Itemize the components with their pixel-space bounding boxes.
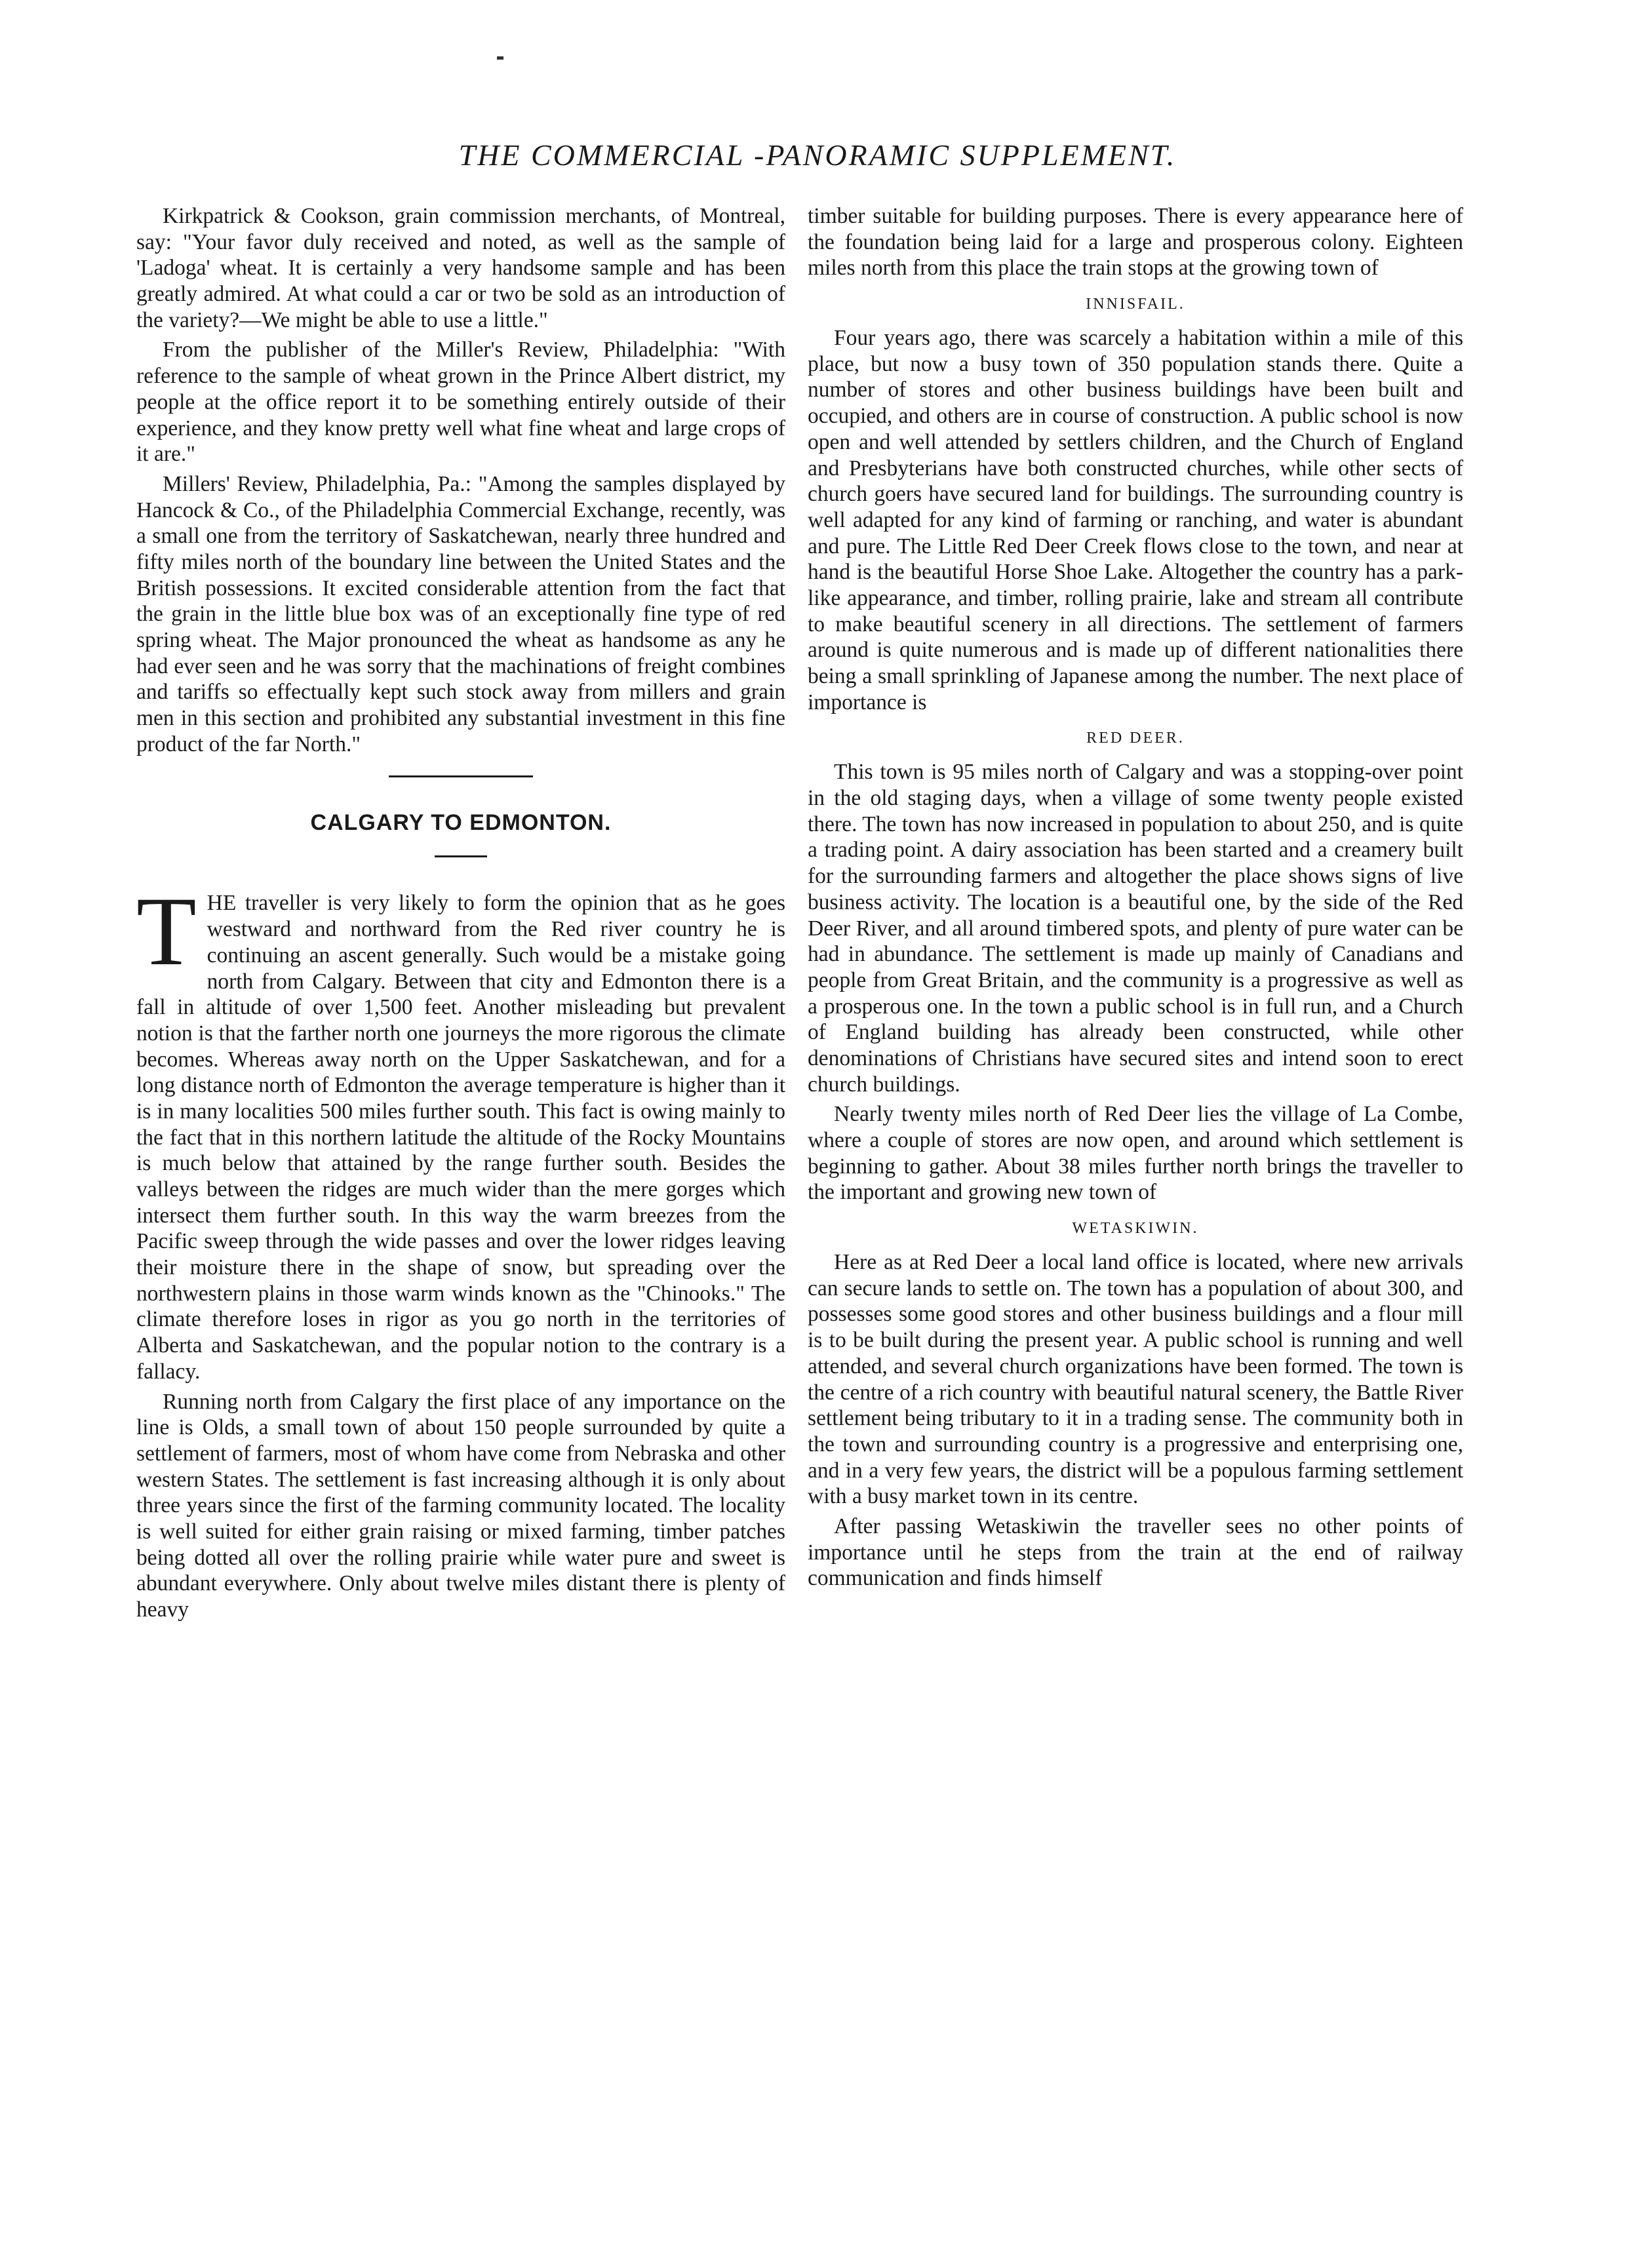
paragraph-intro — [136, 877, 785, 1384]
paragraph-red-deer: This town is 95 miles north of Calgary and was a stopping-over point in the old staging days, when a village of some twenty people existed there. The town has now increased in population to about 250, and is quite a trading point. A dairy association has been started and a creamery built for the surrounding farmers and altogether the place shows signs of live business activity. The location is a beautiful one, by the side of the Red Deer River, and all around timbered spots, and plenty of pure water can be had in abundance. The settlement is made up mainly of Canadians and people from Great Britain, and the community is a progressive as well as a prosperous one. In the town a public school is in full run, and a Church of England building has already been constructed, while other denominations of Christians have secured sites and intend soon to erect church buildings. — [808, 760, 1463, 1097]
paragraph-millers-review-publisher: From the publisher of the Miller's Review, Philadelphia: "With reference to the sample of wheat grown in the Prince Albert district, my people at the office report it to be something entirely outside of their experience, and they know pretty well what fine wheat and large crops of it are." — [136, 338, 785, 467]
paragraph-intro-text: HE traveller is very likely to form the opinion that as he goes westward and northward from the Red river country he is continuing an ascent generally. Such would be a mistake going north from Calgary. Between that city and Edmonton there is a fall in altitude of over 1,500 feet. Another misleading but prevalent notion is that the farther north one journeys the more rigorous the climate becomes. Whereas away north on the Upper Saskatchewan, and for a long distance north of Edmonton the average temperature is higher than it is in many localities 500 miles further south. This fact is owing mainly to the fact that in this northern latitude the altitude of the Rocky Mountains is much below that attained by the range further south. Besides the valleys between the ridges are much wider than the mere gorges which intersect them further south. In this way the warm breezes from the Pacific sweep through the wide passes and over the lower ridges leaving their moisture there in the shape of snow, but spreading over the northwestern plains in those warm winds known as the "Chinooks." The climate therefore loses in rigor as you go north in the territories of Alberta and Saskatchewan, and the popular notion to the contrary is a fallacy. — [136, 891, 785, 1384]
paragraph-la-combe: Nearly twenty miles north of Red Deer lies the village of La Combe, where a couple of stores are now open, and around which settlement is beginning to gather. About 38 miles further north brings the traveller to the important and growing new town of — [808, 1102, 1463, 1205]
paragraph-millers-review-philadelphia: Millers' Review, Philadelphia, Pa.: "Among the samples displayed by Hancock & Co., of the Philadelphia Commercial Exchange, recently, was a small one from the territory of Saskatchewan, nearly three hundred and fifty miles north of the boundary line between the United States and the British possessions. It excited considerable attention from the fact that the grain in the little blue box was of an exceptionally fine type of red spring wheat. The Major pronounced the wheat as handsome as any he had ever seen and he was sorry that the machinations of freight combines and tariffs so effectually kept such stock away from millers and grain men in this section and prohibited any substantial investment in this fine product of the far North." — [136, 471, 785, 756]
place-heading-innisfail: INNISFAIL. — [1086, 296, 1185, 313]
paragraph-after-wetaskiwin: After passing Wetaskiwin the traveller sees no other points of importance until he steps from the train at the end of railway communication and finds himself — [808, 1514, 1463, 1591]
paragraph-olds: Running north from Calgary the first place of any importance on the line is Olds, a small town of about 150 people surrounded by quite a settlement of farmers, most of whom have come from Nebraska and other western States. The settlement is fast increasing although it is only about three years since the first of the farming community located. The locality is well suited for either grain raising or mixed farming, timber patches being dotted all over the rolling prairie while water pure and sweet is abundant everywhere. Only about twelve miles distant there is plenty of heavy — [136, 1389, 785, 1622]
page-header: THE COMMERCIAL -PANORAMIC SUPPLEMENT. — [458, 138, 1177, 172]
paragraph-kirkpatrick: Kirkpatrick & Cookson, grain commission merchants, of Montreal, say: "Your favor duly received and noted, as well as the sample of 'Ladoga' wheat. It is certainly a very handsome sample and has been greatly admired. At what could a car or two be sold as an introduction of the variety?—We might be able to use a little." — [136, 204, 785, 332]
paragraph-innisfail: Four years ago, there was scarcely a habitation within a mile of this place, but now a busy town of 350 population stands there. Quite a number of stores and other business buildings have been built and occupied, and others are in course of construction. A public school is now open and well attended by settlers children, and the Church of England and Presbyterians have both constructed churches, while other sects of church goers have secured land for buildings. The surrounding country is well adapted for any kind of farming or ranching, and water is abundant and pure. The Little Red Deer Creek flows close to the town, and near at hand is the beautiful Horse Shoe Lake. Altogether the country has a park-like appearance, and timber, rolling prairie, lake and stream all contribute to make beautiful scenery in all directions. The settlement of farmers around is quite numerous and is made up of different nationalities there being a small sprinkling of Japanese among the number. The next place of importance is — [808, 326, 1463, 714]
section-title: CALGARY TO EDMONTON. — [310, 810, 612, 836]
right-column — [808, 203, 1463, 1595]
left-column — [136, 203, 785, 1627]
paragraph-wetaskiwin: Here as at Red Deer a local land office is located, where new arrivals can secure lands to settle on. The town has a population of about 300, and possesses some good stores and other business buildings and a flour mill is to be built during the present year. A public school is running and well attended, and several church organizations have been formed. The town is the centre of a rich country with beautiful natural scenery, the Battle River settlement being tributary to it in a trading sense. The community both in the town and surrounding country is a progressive and enterprising one, and in a very few years, the district will be a populous farming settlement with a busy market town in its centre. — [808, 1250, 1463, 1509]
place-heading-red-deer: RED DEER. — [1086, 730, 1185, 747]
paragraph-timber: timber suitable for building purposes. There is every appearance here of the foundation being laid for a large and prosperous colony. Eighteen miles north from this place the train stops at the growing town of — [808, 204, 1463, 281]
title-underline — [435, 855, 487, 857]
print-speck — [497, 56, 503, 60]
place-heading-wetaskiwin: WETASKIWIN. — [1072, 1220, 1199, 1238]
drop-cap: T — [136, 877, 197, 987]
section-divider — [389, 775, 533, 777]
